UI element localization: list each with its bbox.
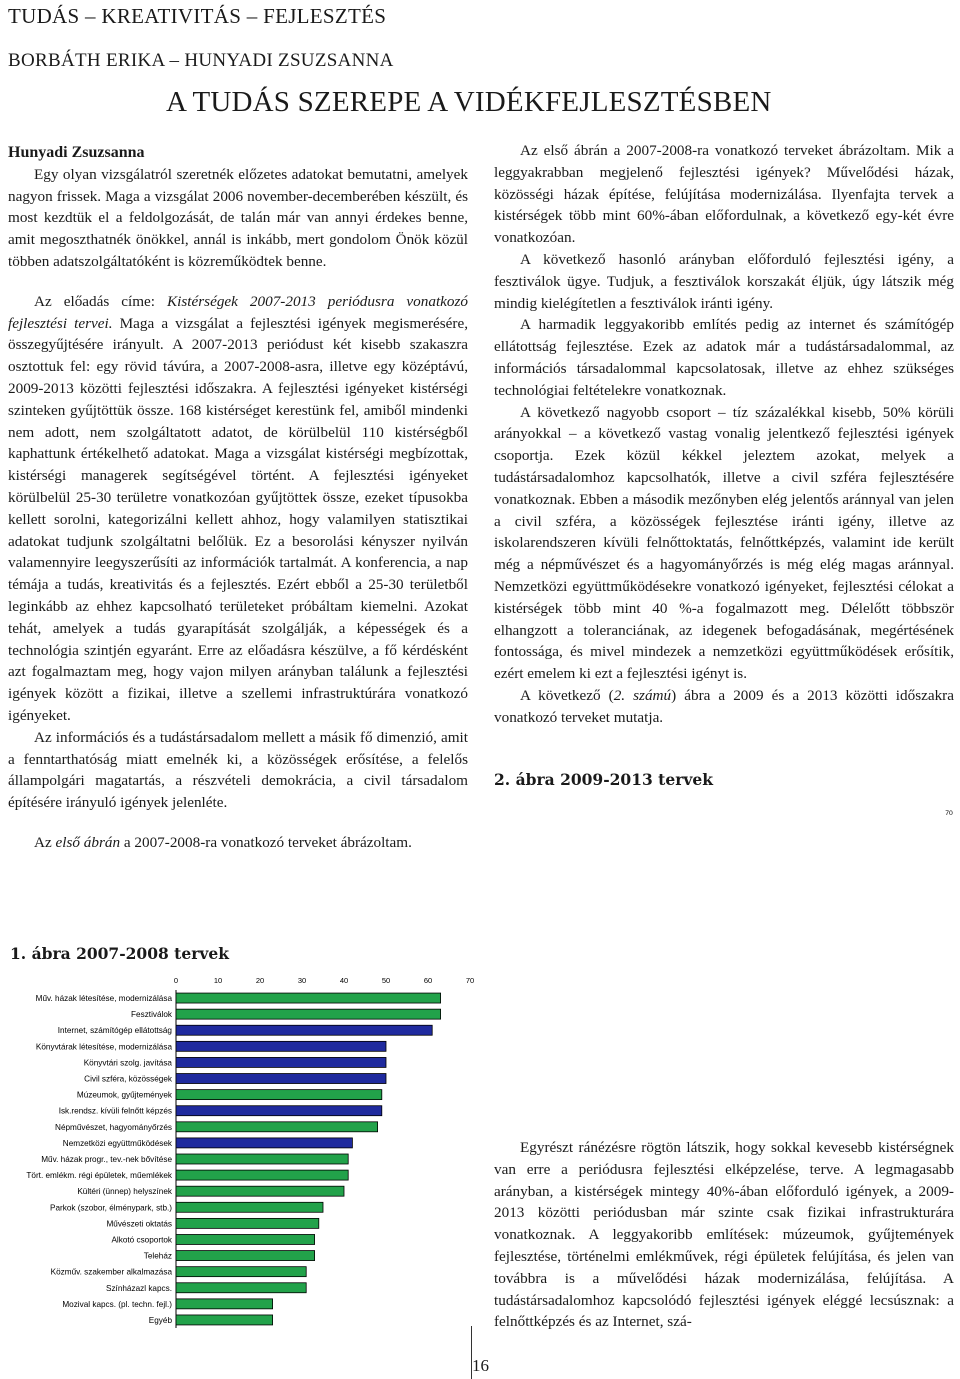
category-label: Egyéb (148, 1315, 172, 1325)
bar (176, 1009, 441, 1019)
bar (176, 1186, 344, 1196)
series-header: TUDÁS – KREATIVITÁS – FEJLESZTÉS (8, 4, 387, 28)
authors-header: BORBÁTH ERIKA – HUNYADI ZSUZSANNA (8, 50, 394, 71)
x-tick-label: 70 (945, 810, 953, 817)
category-label: Műv. házak progr., tev.-nek bővítése (41, 1155, 172, 1164)
category-label: Teleház (143, 1251, 172, 1261)
x-tick-label: 20 (255, 976, 265, 985)
x-tick-label: 30 (297, 976, 307, 985)
x-tick-label: 70 (465, 976, 475, 985)
category-label: Internet, számítógép ellátottság (57, 1026, 172, 1036)
category-label: Műv. házak létesítése, modernizálása (35, 994, 172, 1004)
paragraph: Az információs és a tudástársadalom mellett a másik fő dimenzió, amit a fenntarthatóság miatt emelnék ki, a közösségek erősítése, a felelős állampolgári magatartás, a részvételi demokrácia, a civil társadalom építésére irányuló igények jelenléte. (8, 728, 468, 812)
italic-text: 2. számú (613, 686, 672, 704)
right-column-end (494, 1137, 954, 1333)
paragraph: A harmadik leggyakoribb említés pedig az internet és számítógép ellátottság fejlesztése. Ezek az adatok már a tudástársadalommal, az információs társadalommal kapcsolatosak, illetve az ehhez szükséges technológiai feltételekre vonatkoznak. (494, 316, 954, 399)
bar (176, 1106, 382, 1116)
text-run: A következő ( (520, 686, 614, 704)
right-column (494, 140, 954, 729)
paragraph (494, 685, 954, 729)
bar (176, 1202, 323, 1212)
bar (176, 1283, 306, 1293)
page-number: 16 (472, 1356, 489, 1375)
text-run: Az (34, 833, 56, 851)
x-tick-label: 10 (213, 976, 223, 985)
text-run: a 2007-2008-ra vonatkozó terveket ábrázoltam. (120, 833, 412, 851)
category-label: Alkotó csoportok (111, 1235, 172, 1245)
x-tick-label: 40 (339, 976, 349, 985)
category-label: Civil szféra, közösségek (84, 1074, 172, 1084)
bar (176, 1057, 386, 1067)
italic-title: Kistérségek 2007-2013 periódusra vonatkozó fejlesztési tervei. (8, 292, 469, 332)
text-run: Maga a vizsgálat a fejlesztési igények megismerésére, összegyűjtésére irányult. A 2007-2013 periódust két kisebb szakaszra osztottuk fel: egy rövid távúra, a 2007-2008-asra, illetve egy középtávú, 2009-2013 közötti fejlesztési időszakra. A fejlesztési igényeket kistérségi szinteken gyűjtöttük össze. 168 kistérséget kerestünk fel, amiből mindenki nem adott, nem szolgáltatott adatot, de körülbelül 110 kistérségből kaphattunk értékelhető adatokat. Maga a vizsgálat kistérségi megbízottak, kistérségi managerek segítségével történt. A fejlesztési igényeket körülbelül 25-30 területre vonatkozóan gyűjtöttek össze, ezeket típusokba kellett sorolni, kategorizálni kellett ahhoz, hogy valamilyen statisztikai adatokat tudjunk szolgáltatni belőlük. Ez a besorolási kényszer nyilván valamennyire leegyszerűsíti az információk tartalmát. A konferencia, a nap témája a tudás, kreativitás és a fejlesztés. Ezért ebből a 25-30 területből leginkább az ehhez kapcsolható területeket próbáltam kiemelni. Azokat tehát, amelyek a tudás gyarapítását szolgálják, a képességek és a technológia szintjén egyaránt. Erre az előadásra készülve, a fő kérdésként azt fogalmaztam meg, hogy vajon milyen arányban találunk a fejlesztési igények között a fizikai, illetve a szellemi infrastruktúrára vonatkozó igényeket. (8, 314, 468, 724)
bar (176, 1074, 386, 1084)
speaker-name: Hunyadi Zsuzsanna (8, 144, 145, 161)
bar (176, 1267, 306, 1277)
bar (176, 1025, 432, 1035)
x-tick-label: 0 (173, 976, 179, 985)
figure2-chart (494, 803, 954, 1133)
paragraph: Egy olyan vizsgálatról szeretnék előzetes adatokat bemutatni, amelyek nagyon frissek. Maga a vizsgálat 2006 november-decemberében készült, és most kezdtük el a feldolgozását, de talán már van annyi érdekes benne, amit megoszthatnék önökkel, annál is inkább, mert gondolom Önök közül többen adatszolgáltatóként is közreműködtek benne. (8, 165, 468, 270)
article-title: A TUDÁS SZEREPE A VIDÉKFEJLESZTÉSBEN (166, 86, 772, 118)
bar (176, 1299, 273, 1309)
category-label: Nemzetközi együttműködések (62, 1138, 172, 1148)
paragraph: A következő hasonló arányban előforduló fejlesztési igény, a fesztiválok ügye. Tudjuk, a fesztiválok korszakát éljük, úgy látszik még mindig kielégítetlen a fesztiválok iránti igény. (494, 250, 954, 312)
bar (176, 1138, 352, 1148)
category-label: Fesztiválok (131, 1010, 172, 1020)
paragraph: Az első ábrán a 2007-2008-ra vonatkozó terveket ábrázoltam. Mik a leggyakrabban megjelenő fejlesztési igények? Művelődési házak, közösségi házak építése, felújítása modernizálása. Ilyenfajta tervek a kistérségek több mint 60%-ában előfordulnak, a következő egy-két évre vonatkozóan. (494, 142, 954, 247)
bar (176, 1218, 319, 1228)
bar (176, 1154, 348, 1164)
figure1-title: 1. ábra 2007-2008 tervek (10, 944, 229, 963)
bar (176, 1251, 315, 1261)
category-label: Közműv. szakember alkalmazása (50, 1267, 172, 1277)
text-run: ) ábra a 2009 és a 2013 közötti időszakra vonatkozó terveket mutatja. (494, 686, 954, 726)
text-run: Az előadás címe: (34, 292, 168, 310)
paragraph (8, 832, 468, 854)
figure2-title: 2. ábra 2009-2013 tervek (494, 770, 713, 789)
italic-text: első ábrán (55, 833, 121, 851)
paragraph (8, 291, 468, 727)
bar (176, 1041, 386, 1051)
x-tick-label: 50 (381, 976, 391, 985)
category-label: Parkok (szobor, élménypark, stb.) (50, 1203, 172, 1213)
bar (176, 1122, 378, 1132)
category-label: Művészeti oktatás (106, 1219, 172, 1229)
category-label: Mozival kapcs. (pl. techn. fejl.) (62, 1299, 172, 1309)
category-label: Kültéri (ünnep) helyszínek (77, 1187, 172, 1197)
bar (176, 1170, 348, 1180)
paragraph: Egyrészt ránézésre rögtön látszik, hogy sokkal kevesebb kistérségnek van erre a periódusra fejlesztési elképzelése, terve. A legmagasabb arányban, a kistérségek mintegy 40%-ában előforduló igények, a 2009-2013 közötti periódusban már szinte csak fizikai infrastrukturára vonatkoznak. A leggyakoribb említések: múzeumok, gyűjtemények fejlesztése, történelmi emlékművek, régi épületek felújítása, és jelen van továbbra is a művelődési házak modernizálása, felújítása. A tudástársadalomhoz kapcsolódó fejlesztési igények eléggé lecsúsznak: a felnőttképzés és az Internet, szá- (494, 1139, 954, 1331)
category-label: Népművészet, hagyományőrzés (55, 1122, 172, 1132)
bar (176, 1090, 382, 1100)
bar (176, 1315, 273, 1325)
figure1-chart (0, 970, 475, 1330)
bar (176, 1234, 315, 1244)
left-column (8, 142, 468, 854)
x-tick-label: 60 (423, 976, 433, 985)
category-label: Múzeumok, gyűjtemények (76, 1090, 172, 1100)
category-label: Tört. emlékm. régi épületek, műemlékek (26, 1171, 172, 1181)
category-label: Könyvtári szolg. javítása (83, 1058, 172, 1068)
category-label: Isk.rendsz. kívüli felnőtt képzés (58, 1106, 172, 1116)
category-label: Színházazl kapcs. (106, 1283, 172, 1293)
bar (176, 993, 441, 1003)
paragraph: A következő nagyobb csoport – tíz százalékkal kisebb, 50% körüli arányokkal – a következő vastag vonalig jelentkező fejlesztési igények csoportja. Ezek közül kékkel jeleztem azokat, melyek a tudástársadalomhoz kapcsolhatók, illetve a civil szféra fejlesztésére vonatkoznak. Ebben a második mezőnyben elég jelentős aránnyal van jelen a civil szféra, a közösségek fejlesztése iránti igény, illetve az iskolarendszeren kívüli felnőttoktatás, felnőttképzés, valamint ide került még a népművészet és a hagyományőrzés is még elég magas aránnyal. Nemzetközi együttműködésekre vonatkozó igényeket, fejlesztési célokat a kistérségek több mint 40 %-a fogalmazott meg. Délelőtt többször elhangzott a toleranciának, az idegenek befogadásának, megértésének fontossága, és mivel mindezek a nemzetközi együttműködések erősítik, ezért emelem ki ezt a fejlesztési igényt is. (494, 403, 954, 683)
category-label: Könyvtárak létesítése, modernizálása (35, 1042, 172, 1052)
